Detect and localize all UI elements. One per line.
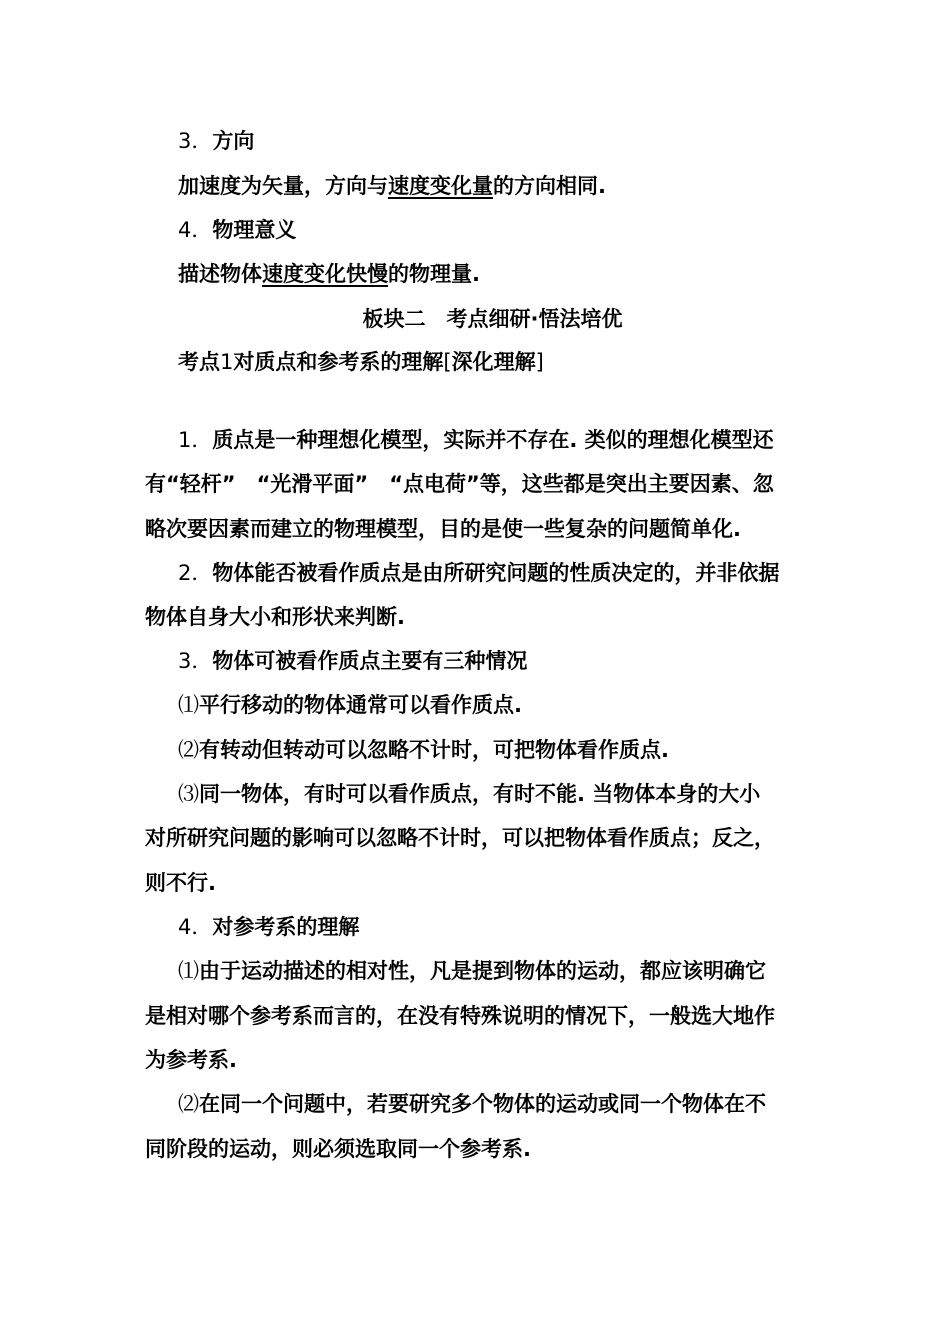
body-text: 物体能否被看作质点是由所研究问题的性质决定的，并非依据 bbox=[212, 561, 780, 585]
item-3-sub-3-line-3: 则不行. bbox=[145, 871, 216, 895]
body-text: 的物理量. bbox=[388, 262, 480, 286]
item-separator: ． bbox=[191, 561, 213, 585]
body-text: 物体可被看作质点主要有三种情况 bbox=[212, 649, 528, 673]
section-4-body bbox=[178, 259, 810, 289]
item-1-line-1 bbox=[178, 425, 810, 455]
tag-bracket: [ bbox=[443, 350, 452, 374]
sub-item-number: ⑴ bbox=[178, 959, 199, 983]
item-separator: ． bbox=[191, 428, 213, 452]
underlined-answer: 速度变化快慢 bbox=[262, 262, 388, 286]
body-text: 的方向相同. bbox=[493, 174, 606, 198]
section-number: 4 bbox=[178, 218, 192, 242]
sub-item-number: ⑵ bbox=[178, 1092, 199, 1116]
section-number: 3 bbox=[178, 129, 192, 153]
underlined-answer: 速度变化量 bbox=[388, 174, 493, 198]
sub-item-number: ⑴ bbox=[178, 693, 199, 717]
body-text: 平行移动的物体通常可以看作质点. bbox=[199, 693, 522, 717]
item-number: 2 bbox=[178, 561, 192, 585]
item-3-sub-2 bbox=[178, 735, 810, 765]
tag-bracket: ] bbox=[535, 350, 544, 374]
point-tag: 深化理解 bbox=[451, 350, 536, 374]
point-number: 1 bbox=[220, 350, 234, 374]
section-3-body bbox=[178, 171, 810, 201]
sub-item-number: ⑶ bbox=[178, 782, 199, 806]
body-text: 质点是一种理想化模型，实际并不存在. 类似的理想化模型还 bbox=[212, 428, 774, 452]
body-text: 描述物体 bbox=[178, 262, 262, 286]
item-4-line-1 bbox=[178, 912, 810, 942]
sub-item-number: ⑵ bbox=[178, 738, 199, 762]
item-number: 4 bbox=[178, 915, 192, 939]
section-title: 物理意义 bbox=[212, 218, 297, 242]
body-text: 有转动但转动可以忽略不计时，可把物体看作质点. bbox=[199, 738, 669, 762]
item-number: 3 bbox=[178, 649, 192, 673]
item-3-sub-3-line-2: 对所研究问题的影响可以忽略不计时，可以把物体看作质点；反之， bbox=[145, 826, 775, 850]
point-title: 对质点和参考系的理解 bbox=[233, 350, 444, 374]
section-3-heading bbox=[178, 126, 810, 156]
item-separator: ． bbox=[191, 915, 213, 939]
item-3-sub-3-line-1 bbox=[178, 779, 810, 809]
item-3-sub-1 bbox=[178, 690, 810, 720]
item-1-line-3: 略次要因素而建立的物理模型，目的是使一些复杂的问题简单化. bbox=[145, 517, 741, 541]
item-number: 1 bbox=[178, 428, 192, 452]
body-text: 对参考系的理解 bbox=[212, 915, 360, 939]
point-prefix: 考点 bbox=[178, 350, 220, 374]
section-4-heading bbox=[178, 215, 810, 245]
section-separator: ． bbox=[191, 218, 213, 242]
item-4-sub-2-line-1 bbox=[178, 1089, 810, 1119]
item-separator: ． bbox=[191, 649, 213, 673]
item-1-line-2: 有“轻杆” “光滑平面” “点电荷”等，这些都是突出主要因素、忽 bbox=[145, 472, 774, 496]
item-4-sub-2-line-2: 同阶段的运动，则必须选取同一个参考系. bbox=[145, 1137, 531, 1161]
point-heading bbox=[178, 347, 810, 377]
item-4-sub-1-line-3: 为参考系. bbox=[145, 1048, 237, 1072]
section-title: 方向 bbox=[212, 129, 255, 153]
item-3-line-1 bbox=[178, 646, 810, 676]
body-text: 同一物体，有时可以看作质点，有时不能. 当物体本身的大小 bbox=[199, 782, 761, 806]
item-2-line-1 bbox=[178, 558, 810, 588]
block-heading: 板块二 考点细研·悟法培优 bbox=[362, 307, 623, 331]
item-4-sub-1-line-2: 是相对哪个参考系而言的，在没有特殊说明的情况下，一般选大地作 bbox=[145, 1004, 775, 1028]
item-4-sub-1-line-1 bbox=[178, 956, 810, 986]
body-text: 在同一个问题中，若要研究多个物体的运动或同一个物体在不 bbox=[199, 1092, 766, 1116]
body-text: 由于运动描述的相对性，凡是提到物体的运动，都应该明确它 bbox=[199, 959, 766, 983]
item-2-line-2: 物体自身大小和形状来判断. bbox=[145, 605, 405, 629]
section-separator: ． bbox=[191, 129, 213, 153]
body-text: 加速度为矢量，方向与 bbox=[178, 174, 388, 198]
